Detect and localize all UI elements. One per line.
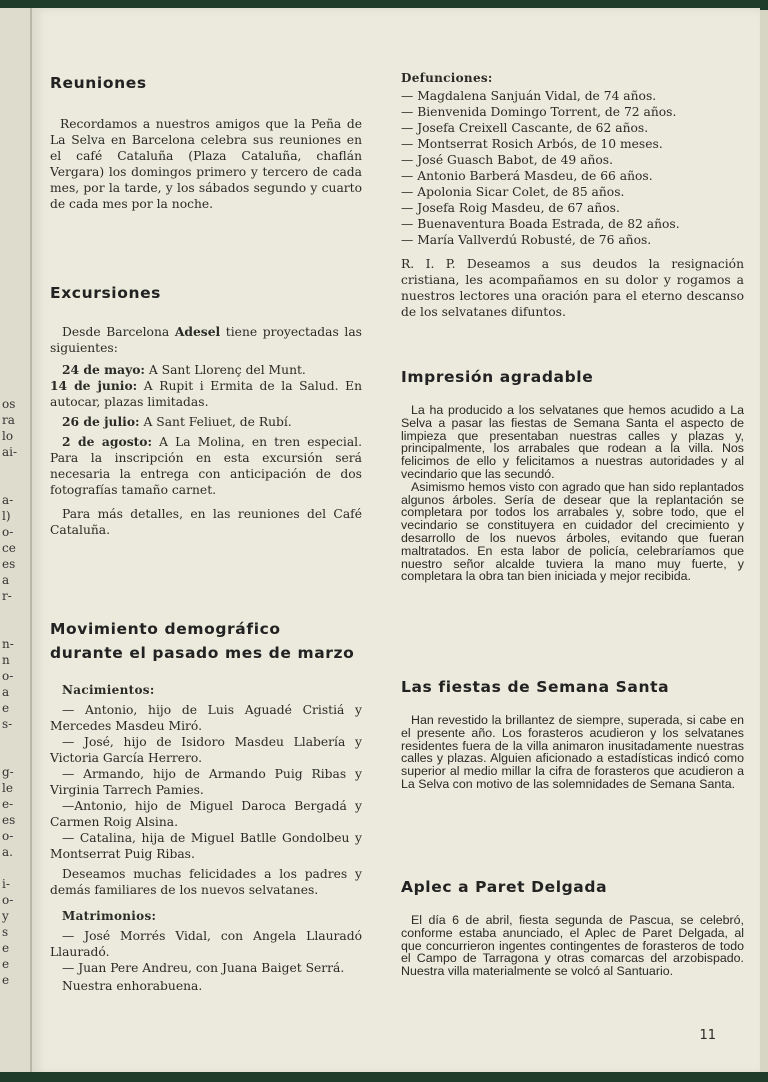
prev-page-fragment: a- <box>2 493 14 507</box>
defuncion-item: — Antonio Barberá Masdeu, de 66 años. <box>401 169 653 183</box>
enhorabuena-text: Nuestra enhorabuena. <box>62 979 203 993</box>
nacimiento-item: —Antonio, hijo de Miguel Daroca Bergadá y Carmen Roig Alsina. <box>50 799 362 829</box>
nacimiento-item: — Armando, hijo de Armando Puig Ribas y Virginia Tarrech Pamies. <box>50 767 362 797</box>
prev-page-fragment: os <box>2 397 16 411</box>
fiestas-text: Han revestido la brillantez de siempre, superada, si cabe en el presente año. Los forasteros acudieron y los selvatanes residentes fuera de la villa animaron inusitadamente nuestras calles y plazas. Alguien aficionado a estadísticas indicó como superior al medio millar la cifra de forasteros que acudieron a La Selva con motivo de las solemnidades de Semana Santa. <box>401 713 744 791</box>
intro-suffix: tiene proyectadas las siguientes: <box>50 325 362 355</box>
reuniones-heading: Reuniones <box>50 74 147 92</box>
aplec-text: El día 6 de abril, fiesta segunda de Pascua, se celebró, conforme estaba anunciado, el Aplec de Paret Delgada, al que concurrieron ingentes contingentes de forasteros de todo el Campo de Tarragona y otras comarcas del arzobispado. Nuestra villa materialmente se volcó al Santuario. <box>401 913 744 979</box>
defuncion-item: — Bienvenida Domingo Torrent, de 72 años. <box>401 105 677 119</box>
excursiones-intro <box>50 324 362 356</box>
matrimonios-list <box>50 928 362 976</box>
prev-page-fragment: e <box>2 957 10 971</box>
prev-page-fragment: e <box>2 973 10 987</box>
nacimiento-item: — José, hijo de Isidoro Masdeu Llabería y Victoria García Herrero. <box>50 735 362 765</box>
aplec-heading: Aplec a Paret Delgada <box>401 878 608 896</box>
prev-page-fragment: n <box>2 653 10 667</box>
previous-page-edge <box>0 8 32 1074</box>
intro-org: Adesel <box>174 324 221 339</box>
prev-page-fragment: es <box>2 813 16 827</box>
prev-page-fragment: i- <box>2 877 10 891</box>
defunciones-label: Defunciones: <box>401 71 493 85</box>
prev-page-fragment: o- <box>2 525 14 539</box>
defuncion-item: — Magdalena Sanjuán Vidal, de 74 años. <box>401 89 657 103</box>
prev-page-fragment: e <box>2 941 10 955</box>
excursion-date: 14 de junio: <box>50 378 138 393</box>
movimiento-section <box>50 620 362 994</box>
impresion-section <box>401 368 744 583</box>
prev-page-fragment: r- <box>2 589 12 603</box>
excursion-date: 26 de julio: <box>62 414 140 429</box>
impresion-heading: Impresión agradable <box>401 368 594 386</box>
movimiento-heading-line2: durante el pasado mes de marzo <box>50 644 355 662</box>
magazine-page <box>32 8 760 1074</box>
defunciones-section <box>401 70 744 320</box>
prev-page-fragment: e- <box>2 797 14 811</box>
prev-page-fragment: ra <box>2 413 15 427</box>
excursiones-section <box>50 284 362 538</box>
defuncion-item: — José Guasch Babot, de 49 años. <box>401 153 614 167</box>
nacimiento-item: — Antonio, hijo de Luis Aguadé Cristiá y Mercedes Masdeu Miró. <box>50 703 362 733</box>
excursion-text: A Sant Llorenç del Munt. <box>144 363 306 377</box>
defuncion-item: — María Vallverdú Robusté, de 76 años. <box>401 233 652 247</box>
prev-page-fragment: a <box>2 573 10 587</box>
prev-page-fragment: o- <box>2 669 14 683</box>
prev-page-fragment: s- <box>2 717 13 731</box>
matrimonio-item: — José Morrés Vidal, con Angela Llauradó Llauradó. <box>50 929 362 959</box>
rip-text: R. I. P. Deseamos a sus deudos la resignación cristiana, les acompañamos en su dolor y rogamos a nuestros lectores una oración para el eterno descanso de los selvatanes difuntos. <box>401 257 744 319</box>
prev-page-fragment: a <box>2 685 10 699</box>
aplec-section <box>401 878 744 978</box>
matrimonios-label: Matrimonios: <box>62 909 157 923</box>
impresion-p2: Asimismo hemos visto con agrado que han sido replantados algunos árboles. Sería de desear que la replantación se completara por todos los arrabales y, sobre todo, que el vecindario se constituyera en cuidador del crecimiento y desarrollo de los nuevos árboles, evitando que fueran maltratados. En esta labor de policía, celebraríamos que nuestro señor alcalde tuviera la mano muy fuerte, y completara la obra tan bien iniciada y mejor recibida. <box>401 479 744 584</box>
excursion-item <box>50 378 362 410</box>
excursiones-heading: Excursiones <box>50 284 162 302</box>
prev-page-fragment: e <box>2 701 10 715</box>
bottom-edge <box>0 1072 768 1082</box>
fiestas-section <box>401 678 744 791</box>
excursion-text: A Rupit i Ermita de la Salud. En autocar, plazas limitadas. <box>50 379 362 409</box>
reuniones-text: Recordamos a nuestros amigos que la Peña de La Selva en Barcelona celebra sus reuniones en el café Cataluña (Plaza Cataluña, chaflán Vergara) los domingos primero y tercero de cada mes, por la tarde, y los sábados segundo y cuarto de cada mes por la noche. <box>50 117 362 211</box>
prev-page-fragment: y <box>2 909 9 923</box>
excursiones-list <box>50 362 362 498</box>
prev-page-fragment: g- <box>2 765 14 779</box>
prev-page-fragment: o- <box>2 829 14 843</box>
felicidades-text: Deseamos muchas felicidades a los padres y demás familiares de los nuevos selvatanes. <box>50 867 362 897</box>
defuncion-item: — Montserrat Rosich Arbós, de 10 meses. <box>401 137 663 151</box>
prev-page-fragment: n- <box>2 637 14 651</box>
nacimiento-item: — Catalina, hija de Miguel Batlle Gondolbeu y Montserrat Puig Ribas. <box>50 831 362 861</box>
excursion-item <box>50 414 362 430</box>
excursion-item <box>50 362 362 378</box>
prev-page-fragment: ai- <box>2 445 18 459</box>
defuncion-item: — Buenaventura Boada Estrada, de 82 años. <box>401 217 680 231</box>
prev-page-fragment: s <box>2 925 9 939</box>
excursion-date: 24 de mayo: <box>62 362 145 377</box>
defuncion-item: — Josefa Creixell Cascante, de 62 años. <box>401 121 649 135</box>
prev-page-fragment: es <box>2 557 16 571</box>
prev-page-fragment: o- <box>2 893 14 907</box>
page-number: 11 <box>699 1028 716 1043</box>
defuncion-item: — Apolonia Sicar Colet, de 85 años. <box>401 185 625 199</box>
excursion-text: A La Molina, en tren especial. Para la inscripción en esta excursión será necesaria la entrega con anticipación de dos fotografías tamaño carnet. <box>50 435 363 497</box>
matrimonio-item: — Juan Pere Andreu, con Juana Baiget Serrá. <box>62 961 345 975</box>
excursion-date: 2 de agosto: <box>62 434 153 449</box>
prev-page-fragment: a. <box>2 845 13 859</box>
nacimientos-label: Nacimientos: <box>62 683 155 697</box>
prev-page-fragment: le <box>2 781 13 795</box>
reuniones-section <box>50 74 362 212</box>
excursion-text: A Sant Feliuet, de Rubí. <box>139 415 292 429</box>
movimiento-heading-line1: Movimiento demográfico <box>50 620 281 638</box>
excursion-item <box>50 434 362 498</box>
excursiones-details: Para más detalles, en las reuniones del Café Cataluña. <box>50 507 362 537</box>
fiestas-heading: Las fiestas de Semana Santa <box>401 678 670 696</box>
prev-page-fragment: lo <box>2 429 14 443</box>
defuncion-item: — Josefa Roig Masdeu, de 67 años. <box>401 201 620 215</box>
defunciones-list <box>401 88 744 248</box>
prev-page-fragment: l) <box>2 509 11 523</box>
intro-prefix: Desde Barcelona <box>62 325 175 339</box>
nacimientos-list <box>50 702 362 862</box>
impresion-p1: La ha producido a los selvatanes que hemos acudido a La Selva a pasar las fiestas de Semana Santa el aspecto de limpieza que presentaban nuestras calles y plazas y, principalmente, los arrabales que rodean a la villa. Nos felicimos de ello y felicitamos a nuestras autoridades y al vecindario que las secundó. <box>401 403 744 481</box>
prev-page-fragment: ce <box>2 541 16 555</box>
